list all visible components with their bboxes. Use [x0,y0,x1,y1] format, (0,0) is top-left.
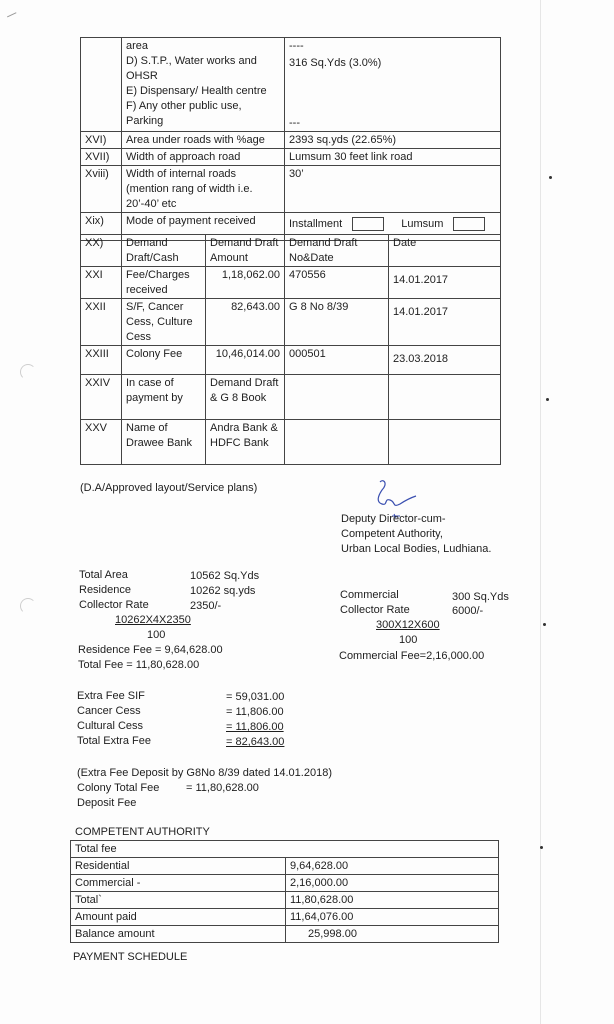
row-number: XXIV [81,375,122,420]
table-row [81,38,501,132]
table-row [71,892,499,909]
row-date: 23.03.2018 [389,346,501,375]
competent-authority-table [70,840,499,943]
row-label: Amount paid [71,909,286,926]
cancer-cess-label: Cancer Cess [77,705,141,717]
row-value: Lumsum 30 feet link road [285,149,501,166]
value-line: 316 Sq.Yds (3.0%) [289,57,382,69]
table-header-row [81,235,501,267]
header-dd-amount: Demand Draft Amount [206,235,285,267]
total-extra-fee-label: Total Extra Fee [77,735,151,747]
row-label: Residential [71,858,286,875]
layout-details-table [80,37,501,241]
total-fee: Total Fee = 11,80,628.00 [78,659,200,671]
signatory-line-2: Competent Authority, [341,528,443,540]
table-header-row [71,841,499,858]
approved-layout-note: (D.A/Approved layout/Service plans) [80,482,258,494]
colony-total-fee-label: Colony Total Fee [77,782,160,794]
row-amount: 1,18,062.00 [206,267,285,299]
label-line: Parking [126,115,164,127]
row-number: XVI) [81,132,122,149]
table-row [81,420,501,465]
value-line: --- [289,117,300,129]
row-value: 11,64,076.00 [286,909,499,926]
row-number: XVII) [81,149,122,166]
row-dd-no: 470556 [285,267,389,299]
table-row [71,926,499,943]
commercial-label: Commercial [340,589,399,601]
row-number: XXI [81,267,122,299]
row-number: XXII [81,299,122,346]
label-line: E) Dispensary/ Health centre [126,85,267,97]
total-area-value: 10562 Sq.Yds [190,570,260,582]
residence-formula-denominator: 100 [147,629,166,641]
value-line: ---- [289,40,304,52]
payment-schedule-title: PAYMENT SCHEDULE [73,951,188,963]
row-dd-no: 000501 [285,346,389,375]
corner-mark [7,12,19,23]
competent-authority-title: COMPETENT AUTHORITY [75,826,210,838]
table-row [81,267,501,299]
commercial-fee: Commercial Fee=2,16,000.00 [339,650,485,662]
table-row [81,166,501,213]
row-amount: 10,46,014.00 [206,346,285,375]
row-date: 14.01.2017 [389,299,501,346]
header-number: XX) [81,235,122,267]
row-number: XXV [81,420,122,465]
row-amount: 82,643.00 [206,299,285,346]
row-label: Fee/Charges received [122,267,206,299]
header-dd-cash: Demand Draft/Cash [122,235,206,267]
row-date [389,420,501,465]
row-label: Area under roads with %age [122,132,285,149]
row-value: 25,998.00 [286,926,499,943]
lumsum-label: Lumsum [401,218,444,230]
cultural-cess-label: Cultural Cess [77,720,144,732]
scan-dot [540,846,543,849]
colony-total-fee-value: = 11,80,628.00 [186,782,259,794]
row-number [81,38,122,132]
installment-label: Installment [289,218,343,230]
row-value: 30’ [285,166,501,213]
row-label: Total` [71,892,286,909]
punch-hole-mark [20,364,36,380]
table-row [81,132,501,149]
commercial-collector-rate-value: 6000/- [452,605,484,617]
total-fee-header: Total fee [71,841,499,858]
extra-fee-label: Extra Fee SIF [77,690,145,702]
collector-rate-value: 2350/- [190,600,222,612]
commercial-formula-numerator: 300X12X600 [376,619,440,631]
row-amount: Demand Draft & G 8 Book [206,375,285,420]
total-area-label: Total Area [79,569,128,581]
table-row [81,375,501,420]
row-label: In case of payment by [122,375,206,420]
scan-dot [543,623,546,626]
row-label: Colony Fee [122,346,206,375]
cancer-cess-value: = 11,806.00 [226,706,284,718]
row-label: S/F, Cancer Cess, Culture Cess [122,299,206,346]
residence-label: Residence [79,584,131,596]
lumsum-checkbox[interactable] [453,217,485,231]
table-row [81,149,501,166]
row-label: Balance amount [71,926,286,943]
table-row [71,858,499,875]
row-dd-no [285,375,389,420]
row-date [389,375,501,420]
row-value: 11,80,628.00 [286,892,499,909]
signatory-line-3: Urban Local Bodies, Ludhiana. [341,543,492,555]
payment-details-table [80,234,501,465]
label-line: D) S.T.P., Water works and [126,55,257,67]
row-label: Width of approach road [122,149,285,166]
row-label: Commercial - [71,875,286,892]
punch-hole-mark [20,598,36,614]
commercial-value: 300 Sq.Yds [452,591,509,603]
row-dd-no: G 8 No 8/39 [285,299,389,346]
deposit-fee-label: Deposit Fee [77,797,137,809]
label-line: F) Any other public use, [126,100,242,112]
table-row [71,909,499,926]
scan-dot [549,176,552,179]
row-amount: Andra Bank & HDFC Bank [206,420,285,465]
cultural-cess-value: = 11,806.00 [226,721,284,733]
header-date: Date [389,235,501,267]
commercial-formula-denominator: 100 [399,634,418,646]
row-dd-no [285,420,389,465]
table-row [81,346,501,375]
row-label: Mode of payment received [122,213,285,241]
residence-value: 10262 sq.yds [190,585,256,597]
table-row [81,299,501,346]
label-line: OHSR [126,70,158,82]
header-dd-no-date: Demand Draft No&Date [285,235,389,267]
residence-fee: Residence Fee = 9,64,628.00 [78,644,223,656]
row-date: 14.01.2017 [389,267,501,299]
row-number: XXIII [81,346,122,375]
row-label: Name of Drawee Bank [122,420,206,465]
scan-dot [546,398,549,401]
residence-formula-numerator: 10262X4X2350 [115,614,191,626]
row-value: 2393 sq.yds (22.65%) [285,132,501,149]
installment-checkbox[interactable] [352,217,384,231]
label-line: area [126,40,149,52]
row-number: Xix) [81,213,122,241]
row-label: Width of internal roads (mention rang of width i.e. 20’-40’ etc [122,166,285,213]
signatory-line-1: Deputy Director-cum- [341,513,446,525]
page-edge-line [540,0,541,1024]
row-value: 9,64,628.00 [286,858,499,875]
extra-fee-deposit-note: (Extra Fee Deposit by G8No 8/39 dated 14.01.2018) [77,767,332,779]
commercial-collector-rate-label: Collector Rate [340,604,410,616]
row-number: Xviii) [81,166,122,213]
row-value [285,38,501,132]
total-extra-fee-value: = 82,643.00 [226,736,285,748]
extra-fee-value: = 59,031.00 [226,691,285,703]
collector-rate-label: Collector Rate [79,599,149,611]
row-value: 2,16,000.00 [286,875,499,892]
row-label [122,38,285,132]
table-row [71,875,499,892]
